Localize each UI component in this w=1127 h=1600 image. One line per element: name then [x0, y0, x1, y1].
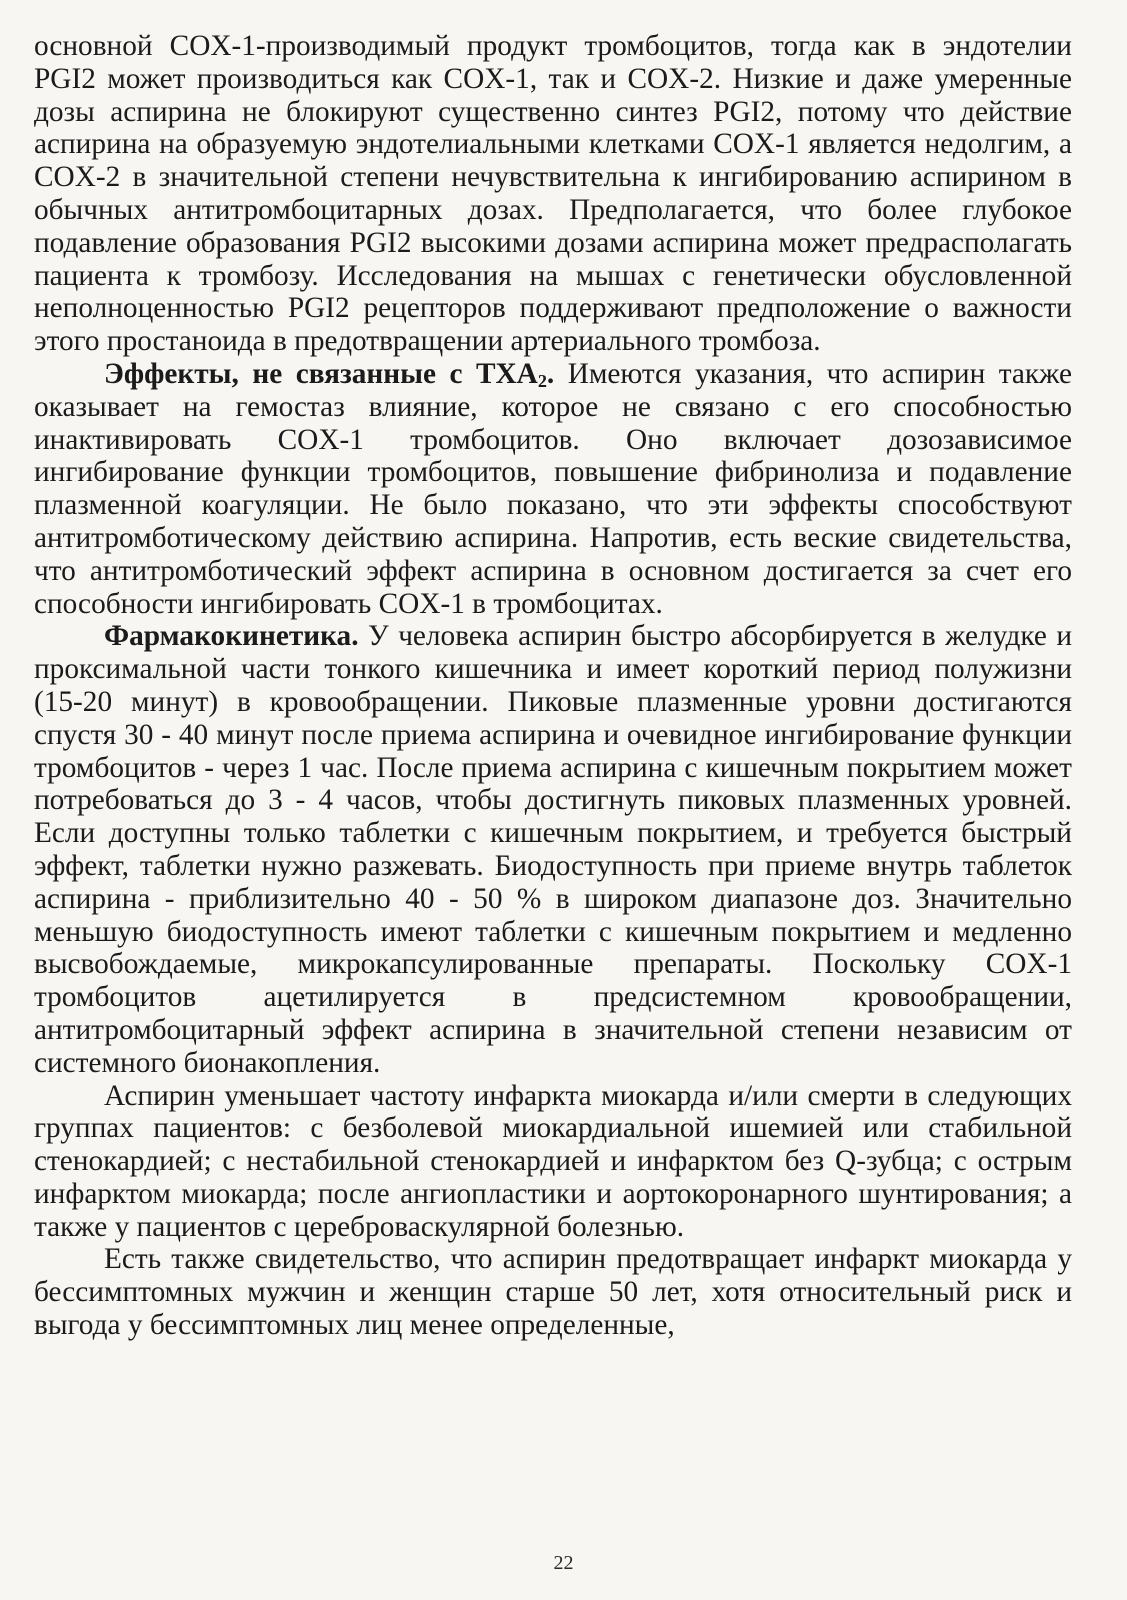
paragraph-text: Имеются указания, что аспирин также оказывает на гемостаз влияние, которое не связано с его способностью инактивировать COX-1 тромбоцитов. Оно включает дозозависимое ингибирование функции тромбоцитов, повышение фибринолиза и подавление плазменной коагуляции. Не было показано, что эти эффекты способствуют антитромботическому действию аспирина. Напротив, есть веские свидетельства, что антитромботический эффект аспирина в основном достигается за счет его способности ингибировать COX-1 в тромбоцитах. — [34, 357, 1072, 620]
paragraph-text: Аспирин уменьшает частоту инфаркта миокарда и/или смерти в следующих группах пациентов: с безболевой миокардиальной ишемией или стабильной стенокардией; с нестабильной стенокардией и инфарктом без Q-зубца; с острым инфарктом миокарда; после ангиопластики и аортокоронарного шунтирования; а также у пациентов с цереброваскулярной болезнью. — [34, 1079, 1072, 1243]
paragraph-text: У человека аспирин быстро абсорбируется в желудке и проксимальной части тонкого кишечника и имеет короткий период полужизни (15-20 минут) в кровообращении. Пиковые плазменные уровни достигаются спустя 30 - 40 минут после приема аспирина и очевидное ингибирование функции тромбоцитов - через 1 час. После приема аспирина с кишечным покрытием может потребоваться до 3 - 4 часов, чтобы достигнуть пиковых плазменных уровней. Если доступны только таблетки с кишечным покрытием, и требуется быстрый эффект, таблетки нужно разжевать. Биодоступность при приеме внутрь таблеток аспирина - приблизительно 40 - 50 % в широком диапазоне доз. Значительно меньшую биодоступность имеют таблетки с кишечным покрытием и медленно высвобождаемые, микрокапсулированные препараты. Поскольку COX-1 тромбоцитов ацетилируется в предсистемном кровообращении, антитромбоцитарный эффект аспирина в значительной степени независим от системного бионакопления. — [34, 620, 1072, 1079]
paragraph-1 — [34, 30, 1072, 358]
subscript: 2 — [537, 370, 547, 391]
paragraph-3 — [34, 620, 1072, 1079]
body-text — [34, 30, 1072, 1342]
page-number: 22 — [553, 1552, 574, 1574]
section-heading-effects: Эффекты, не связанные с $TXA_2$. — [104, 357, 555, 391]
paragraph-text: основной COX-1-производимый продукт тромбоцитов, тогда как в эндотелии PGI2 может производиться как COX-1, так и COX-2. Низкие и даже умеренные дозы аспирина не блокируют существенно синтез PGI2, потому что действие аспирина на образуемую эндотелиальными клетками COX-1 является недолгим, а COX-2 в значительной степени нечувствительна к ингибированию аспирином в обычных антитромбоцитарных дозах. Предполагается, что более глубокое подавление образования PGI2 высокими дозами аспирина может предрасполагать пациента к тромбозу. Исследования на мышах с генетически обусловленной неполноценностью PGI2 рецепторов поддерживают предположение о важности этого простаноида в предотвращении артериального тромбоза. — [34, 30, 1072, 358]
paragraph-5 — [34, 1243, 1072, 1341]
section-heading-pharmacokinetics: Фармакокинетика. — [104, 620, 359, 653]
paragraph-text: Есть также свидетельство, что аспирин предотвращает инфаркт миокарда у бессимптомных мужчин и женщин старше 50 лет, хотя относительный риск и выгода у бессимптомных лиц менее определенные, — [34, 1243, 1072, 1342]
paragraph-4 — [34, 1080, 1072, 1244]
paragraph-2 — [34, 358, 1072, 620]
